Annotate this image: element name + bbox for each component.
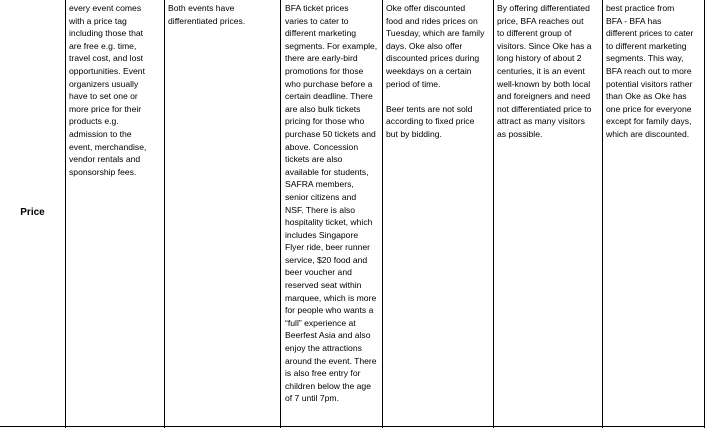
column-divider <box>382 0 383 428</box>
cell-bfa <box>281 0 382 428</box>
cell-oke-text-2: Beer tents are not sold according to fixed price but by bidding. <box>386 103 475 139</box>
column-divider <box>280 0 281 428</box>
cell-oke-text-1: Oke offer discounted food and rides prices on Tuesday, which are family days. Oke also offer discounted prices during weekdays on a certain period of time. <box>386 3 485 89</box>
cell-differentiated <box>494 0 602 428</box>
column-divider <box>164 0 165 428</box>
cell-best-practice <box>603 0 705 428</box>
row-header-price: Price <box>20 207 45 218</box>
cell-comparison <box>165 0 280 428</box>
column-divider <box>493 0 494 428</box>
cell-differentiated-text: By offering differentiated price, BFA reaches out to different group of visitors. Since Oke has a long history of about 2 centuries, it is an event well-known by both local and foreigners and need not differentiated price to attract as many visitors as possible. <box>497 3 592 139</box>
column-divider <box>602 0 603 428</box>
paragraph-gap <box>386 90 493 103</box>
cell-event-notes-text: every event comes with a price tag including those that are free e.g. time, travel cost, and lost opportunities. Event organizers usually have to set one or more price for their products e.g. admission to the event, merchandise, vendor rentals and sponsorship fees. <box>69 3 147 177</box>
cell-best-practice-text: best practice from BFA - BFA has different prices to cater to different marketing segments. This way, BFA reach out to more potential visitors rather than Oke as Oke has one price for everyone except for family days, which are discounted. <box>606 3 694 139</box>
cell-oke <box>383 0 493 428</box>
cell-comparison-text: Both events have differentiated prices. <box>168 3 246 26</box>
cell-event-notes <box>66 0 164 428</box>
row-bottom-border <box>0 426 705 427</box>
column-divider <box>65 0 66 428</box>
cell-bfa-text: BFA ticket prices varies to cater to different marketing segments. For example, there are early-bird promotions for those who purchase before a certain deadline. There are also bulk tickets pricing for those who purchase 50 tickets and above. Concession tickets are also available for students, SAFRA members, senior citizens and NSF. There is also hospitality ticket, which includes Singapore Flyer ride, beer runner service, $20 food and beer voucher and reserved seat within marquee, which is more for people who wants a “full” experience at Beerfest Asia and also enjoy the attractions around the event. There is also free entry for children below the age of 7 until 7pm. <box>285 3 378 404</box>
